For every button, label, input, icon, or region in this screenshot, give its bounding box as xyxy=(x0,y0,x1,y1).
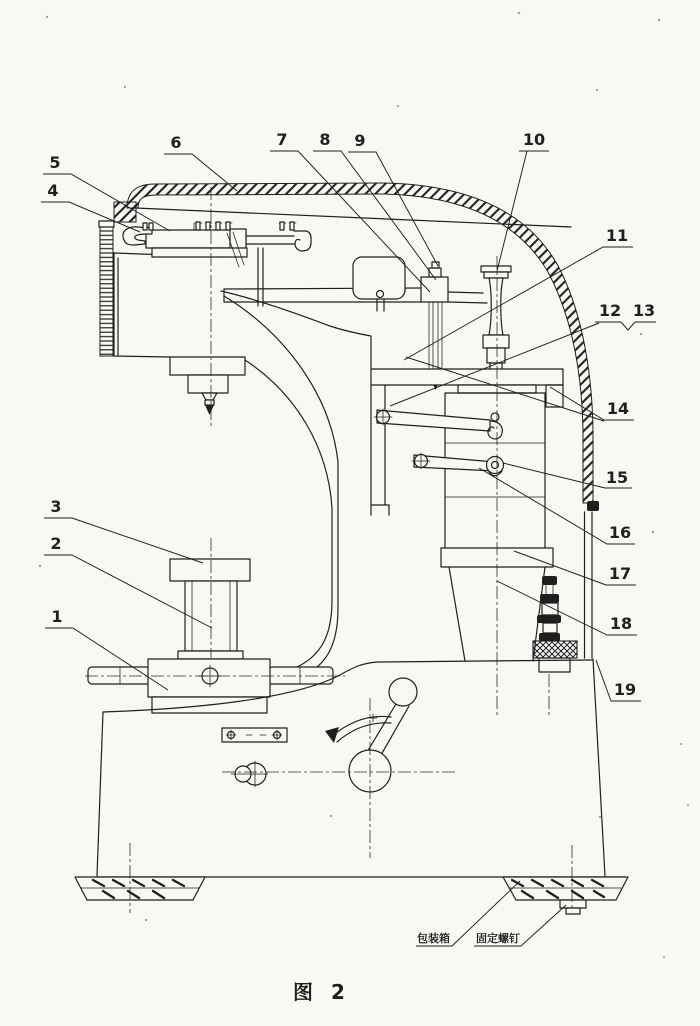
callout-12-label: 12 xyxy=(598,301,622,320)
callout-15-label: 15 xyxy=(605,468,629,487)
weight-hanger xyxy=(481,266,511,374)
frame-arm xyxy=(221,291,371,679)
right-foot xyxy=(503,877,628,900)
cover-bolt xyxy=(587,501,599,511)
knurled-wheel-cap xyxy=(99,221,114,227)
callout-11-label: 11 xyxy=(605,226,629,245)
indenter-step xyxy=(205,400,214,405)
callout-13-label: 13 xyxy=(632,301,656,320)
callout-7-label: 7 xyxy=(276,130,288,149)
latch-pin-right xyxy=(149,223,153,230)
screw-flange xyxy=(178,651,243,659)
throat-curve-outer xyxy=(245,360,332,667)
counterweight-box xyxy=(353,257,405,299)
callout-19-label: 19 xyxy=(613,680,637,699)
callout-19 xyxy=(596,660,641,701)
housing-right-step xyxy=(546,385,563,407)
callout-8-label: 8 xyxy=(319,130,331,149)
anvil-block xyxy=(170,559,250,581)
callout-17-label: 17 xyxy=(608,564,632,583)
lever-roller xyxy=(487,457,504,474)
figure-caption xyxy=(293,980,345,1004)
callout-9-label: 9 xyxy=(354,131,366,150)
upper-lever xyxy=(377,410,490,431)
caption-number: 2 xyxy=(331,980,345,1004)
housing-left-wall xyxy=(371,385,389,515)
callout-2-label: 2 xyxy=(50,534,62,553)
callout-6-label: 6 xyxy=(170,133,182,152)
spindle-body xyxy=(188,375,228,393)
head-outline xyxy=(114,253,224,357)
adjusting-block xyxy=(421,277,448,302)
throat-curve-inner xyxy=(224,296,338,679)
indenter-cone xyxy=(202,393,217,400)
counterweight-stem xyxy=(377,299,384,311)
callout-3-label: 3 xyxy=(50,497,62,516)
motion-arrow-arc xyxy=(331,716,391,742)
callout-6 xyxy=(164,133,237,191)
callout-5-label: 5 xyxy=(49,153,61,172)
table-left-handle xyxy=(88,667,150,684)
indenter-head xyxy=(99,221,311,415)
bar-extension xyxy=(246,236,294,244)
table-right-handle xyxy=(268,667,333,684)
callout-4-label: 4 xyxy=(47,181,59,200)
cover-right-edge xyxy=(585,512,606,876)
fixing-screw-label: 固定螺钉 xyxy=(476,932,520,945)
lever-ball-knob xyxy=(389,678,417,706)
callout-9 xyxy=(348,131,438,266)
indenter-tip xyxy=(205,405,214,415)
motion-arrow-head xyxy=(325,727,339,743)
packing-box-label: 包装箱 xyxy=(417,932,450,945)
fixing-screw-nut xyxy=(566,908,580,914)
latch-pin-left xyxy=(143,223,147,230)
callout-18-label: 18 xyxy=(609,614,633,633)
caption-label: 图 xyxy=(293,980,313,1004)
callout-7 xyxy=(270,130,430,292)
spindle-flange xyxy=(170,357,245,375)
callout-18 xyxy=(497,581,637,635)
weight-mechanism xyxy=(371,369,577,672)
callout-16-label: 16 xyxy=(608,523,632,542)
callout-10-label: 10 xyxy=(522,130,546,149)
callout-15 xyxy=(503,463,632,488)
buffer-pad xyxy=(533,641,577,658)
suspension-rod xyxy=(429,302,442,375)
hook-pin xyxy=(491,413,499,421)
knurled-wheel xyxy=(100,227,113,356)
bar-hook xyxy=(294,231,311,251)
callout-3 xyxy=(44,497,203,563)
buffer-assembly xyxy=(533,576,577,672)
link-rod xyxy=(258,248,263,306)
callout-14-label: 14 xyxy=(606,399,630,418)
callout-1-label: 1 xyxy=(51,607,63,626)
